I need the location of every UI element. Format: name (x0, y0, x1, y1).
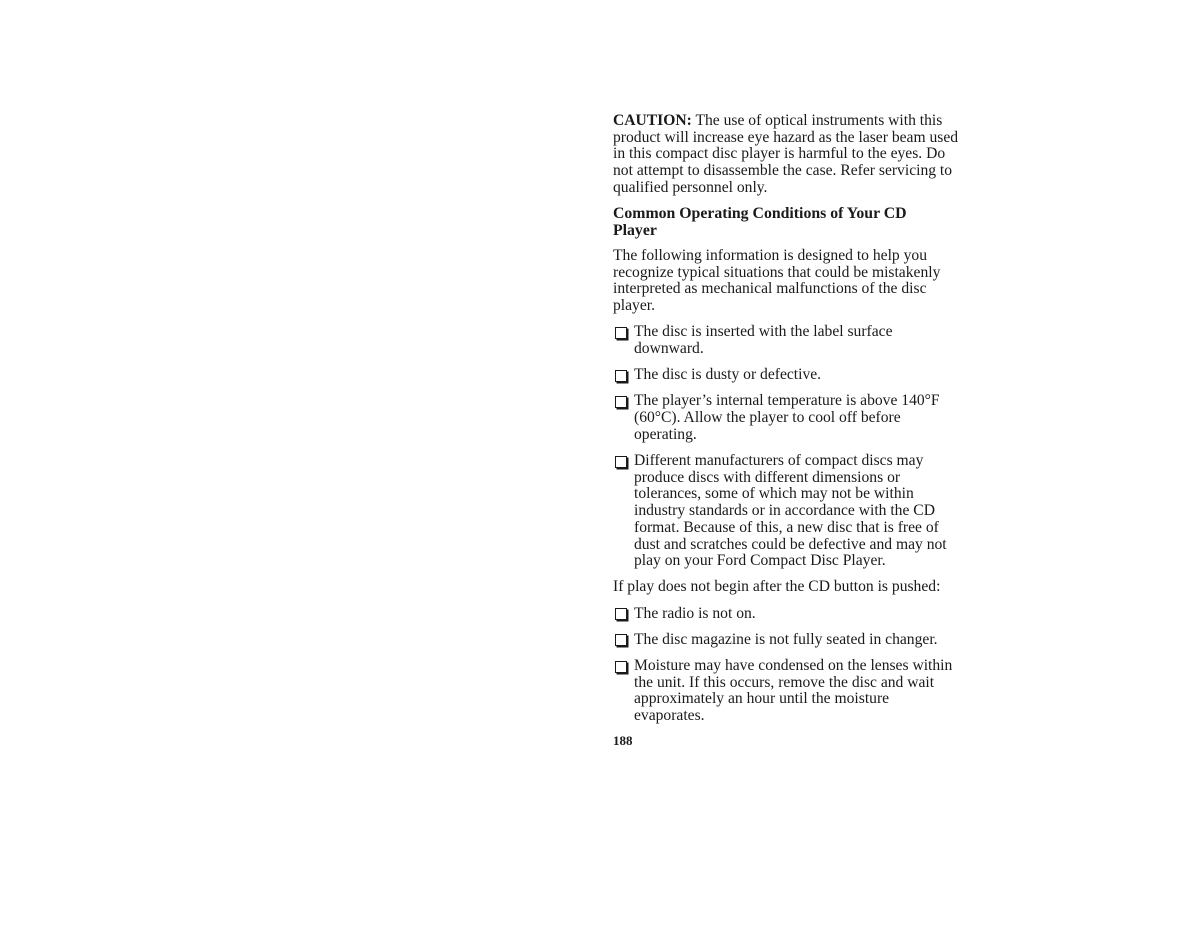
list-item-text: The radio is not on. (634, 604, 756, 622)
checkbox-bullet-icon (615, 370, 627, 382)
checkbox-bullet-icon (615, 396, 627, 408)
list-item-text: Moisture may have condensed on the lenses within the unit. If this occurs, remove the disc and wait approximately an hour until the moisture evaporates. (634, 657, 953, 725)
checkbox-bullet-icon (615, 634, 627, 646)
list-item-text: The disc is dusty or defective. (634, 366, 822, 384)
caution-text: The use of optical instruments with this product will increase eye hazard as the laser beam used in this compact disc player is harmful to the eyes. Do not attempt to disassemble the case. Refer servicing to qualified personnel only. (613, 112, 959, 196)
list-item-text: Different manufacturers of compact discs may produce discs with different dimensions or tolerances, some of which may not be within industry standards or in accordance with the CD format. Because of this, a new disc that is free of dust and scratches could be defective and may not play on your Ford Compact Disc Player. (634, 452, 947, 570)
no-play-list (613, 606, 963, 725)
section-heading: Common Operating Conditions of Your CD Player (613, 205, 907, 239)
list-item (613, 453, 963, 570)
list-item-text: The disc magazine is not fully seated in changer. (634, 630, 938, 648)
caution-label: CAUTION: (613, 112, 692, 129)
section-intro: The following information is designed to help you recognize typical situations that could be mistakenly interpreted as mechanical malfunctions of the disc player. (613, 247, 941, 315)
manual-page (613, 113, 963, 748)
list-item-text: The disc is inserted with the label surface downward. (634, 323, 893, 358)
list-item (613, 658, 963, 725)
checkbox-bullet-icon (615, 661, 627, 673)
checkbox-bullet-icon (615, 456, 627, 468)
list-item-text: The player’s internal temperature is above 140°F (60°C). Allow the player to cool off before operating. (634, 392, 940, 443)
list-item (613, 324, 963, 357)
page-number: 188 (613, 733, 633, 749)
checkbox-bullet-icon (615, 327, 627, 339)
caution-paragraph (613, 113, 963, 197)
list-item (613, 367, 963, 384)
conditions-list (613, 324, 963, 570)
list-item (613, 393, 963, 443)
list-item (613, 606, 963, 623)
list-item (613, 632, 963, 649)
checkbox-bullet-icon (615, 608, 627, 620)
no-play-intro: If play does not begin after the CD button is pushed: (613, 578, 941, 596)
